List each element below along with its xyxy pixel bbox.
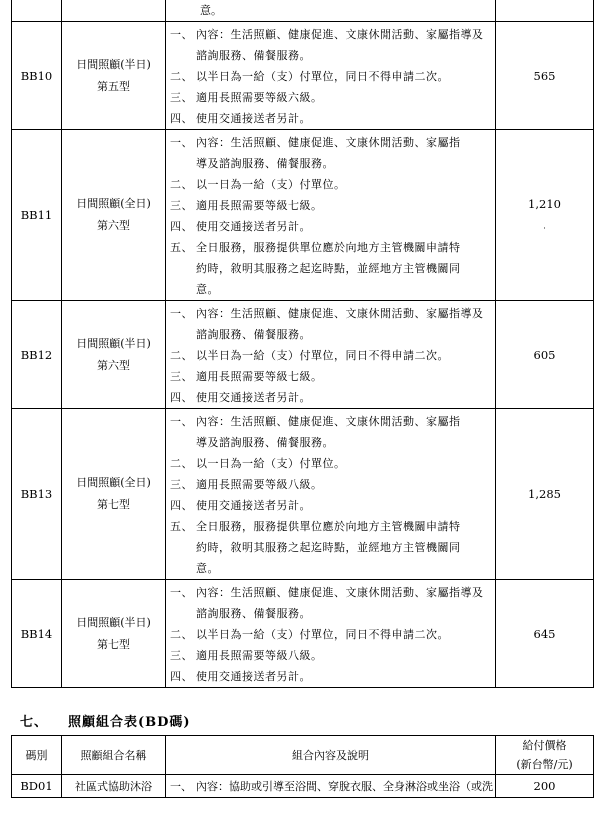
- row-code: BB13: [12, 409, 62, 580]
- row-name: 日間照顧(全日) 第六型: [62, 130, 166, 301]
- table-header-row: [12, 736, 594, 775]
- section-title: 照顧組合表(BD碼): [68, 715, 191, 730]
- continuation-text: 意。: [200, 4, 222, 17]
- row-code: BB10: [12, 22, 62, 130]
- list-item: 二、 以一日為一給（支）付單位。: [170, 178, 346, 191]
- list-item: 二、 以半日為一給（支）付單位，同日不得申請二次。: [170, 628, 449, 641]
- care-combination-table: [11, 735, 594, 798]
- header-code: 碼別: [12, 736, 62, 775]
- list-item: 三、 適用長照需要等級七級。: [170, 199, 323, 212]
- list-item: 三、 適用長照需要等級七級。: [170, 370, 323, 383]
- row-name: 日間照顧(半日) 第七型: [62, 580, 166, 688]
- list-item: 三、 適用長照需要等級六級。: [170, 91, 323, 104]
- list-item: 一、 內容：生活照顧、健康促進、文康休閒活動、家屬指 導及諮詢服務、備餐服務。: [170, 415, 461, 449]
- list-item: 四、 使用交通接送者另計。: [170, 499, 311, 512]
- row-code: BB14: [12, 580, 62, 688]
- list-item: 二、 以一日為一給（支）付單位。: [170, 457, 346, 470]
- list-item: 一、 內容：生活照顧、健康促進、文康休閒活動、家屬指導及 諮詢服務、備餐服務。: [170, 307, 484, 341]
- list-item: 四、 使用交通接送者另計。: [170, 220, 311, 233]
- list-item: 二、 以半日為一給（支）付單位，同日不得申請二次。: [170, 70, 449, 83]
- list-item: 一、 內容：生活照顧、健康促進、文康休閒活動、家屬指導及 諮詢服務、備餐服務。: [170, 28, 484, 62]
- row-description: [166, 580, 496, 688]
- list-item: 四、 使用交通接送者另計。: [170, 391, 311, 404]
- list-item: 三、 適用長照需要等級八級。: [170, 649, 323, 662]
- row-price: 645: [496, 580, 594, 688]
- row-price: 1,285: [496, 409, 594, 580]
- row-code: BB12: [12, 301, 62, 409]
- row-price: 565: [496, 22, 594, 130]
- row-name: 日間照顧(半日) 第六型: [62, 301, 166, 409]
- row-description: [166, 301, 496, 409]
- row-description: [166, 22, 496, 130]
- table-row: [12, 775, 594, 798]
- list-item: 一、 內容：生活照顧、健康促進、文康休閒活動、家屬指導及 諮詢服務、備餐服務。: [170, 586, 484, 620]
- table-row: [12, 130, 594, 301]
- row-description: [166, 409, 496, 580]
- list-item: 三、 適用長照需要等級八級。: [170, 478, 323, 491]
- header-description: 組合內容及說明: [166, 736, 496, 775]
- care-items-table: [11, 0, 594, 688]
- list-item: 五、 全日服務，服務提供單位應於向地方主管機關申請特 約時，敘明其服務之起迄時點，並經地方主管機關同 意。: [170, 520, 461, 575]
- row-price: 605: [496, 301, 594, 409]
- header-name: 照顧組合名稱: [62, 736, 166, 775]
- row-description: 一、 內容：協助或引導至浴間、穿脫衣服、全身淋浴或坐浴（或洗: [166, 775, 496, 798]
- list-item: 四、 使用交通接送者另計。: [170, 112, 311, 125]
- table-row: [12, 580, 594, 688]
- row-name: 社區式協助沐浴: [62, 775, 166, 798]
- table-row: [12, 409, 594, 580]
- list-item: 一、 內容：生活照顧、健康促進、文康休閒活動、家屬指 導及諮詢服務、備餐服務。: [170, 136, 461, 170]
- table-row: [12, 22, 594, 130]
- list-item: 四、 使用交通接送者另計。: [170, 670, 311, 683]
- row-code: BB11: [12, 130, 62, 301]
- header-price: 給付價格 (新台幣/元): [496, 736, 594, 775]
- row-code: BD01: [12, 775, 62, 798]
- row-description: [166, 130, 496, 301]
- row-name: 日間照顧(半日) 第五型: [62, 22, 166, 130]
- row-price: 1,210 ·: [496, 130, 594, 301]
- section-number: 七、: [20, 715, 49, 730]
- section-heading: [20, 711, 191, 730]
- continuation-row: [12, 0, 594, 22]
- list-item: 五、 全日服務，服務提供單位應於向地方主管機關申請特 約時，敘明其服務之起迄時點，並經地方主管機關同 意。: [170, 241, 461, 296]
- row-price: 200: [496, 775, 594, 798]
- stray-mark: ·: [543, 224, 546, 233]
- list-item: 二、 以半日為一給（支）付單位，同日不得申請二次。: [170, 349, 449, 362]
- row-name: 日間照顧(全日) 第七型: [62, 409, 166, 580]
- table-row: [12, 301, 594, 409]
